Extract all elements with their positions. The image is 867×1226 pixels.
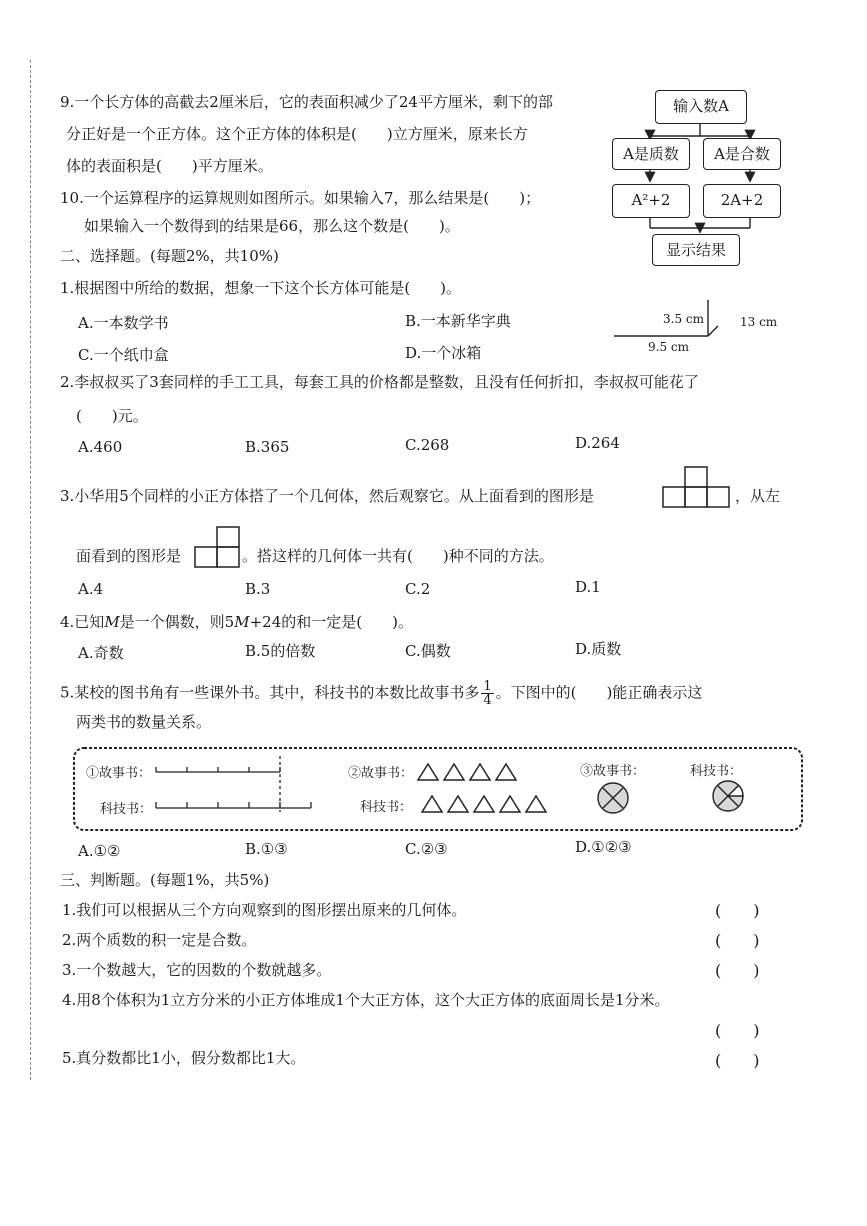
top-view-figure <box>662 464 736 508</box>
q9-line-2: 分正好是一个正方体。这个正方体的体积是( )立方厘米，原来长方 <box>66 125 528 143</box>
fraction-one-quarter <box>481 680 493 707</box>
s2-q4-stem-b: 是一个偶数，则5 <box>119 613 235 631</box>
flowchart-composite-box: A是合数 <box>703 138 781 170</box>
s2-q2-option-a: A.460 <box>78 438 123 456</box>
fraction-denominator: 4 <box>483 693 492 708</box>
s3-item-1: 1.我们可以根据从三个方向观察到的图形摆出原来的几何体。 <box>62 901 467 919</box>
s2-q4-stem-a: 4.已知 <box>60 613 105 631</box>
var-m-2: M <box>234 613 250 631</box>
dim-width-label: 3.5 cm <box>663 312 704 326</box>
d2-sci-label: 科技书： <box>360 800 413 815</box>
var-m-1: M <box>104 613 120 631</box>
binding-margin-line <box>30 60 32 1080</box>
s2-q4-option-d: D.质数 <box>575 640 622 658</box>
dim-height-label: 13 cm <box>740 315 778 329</box>
section-3-title: 三、判断题。(每题1%，共5%) <box>60 871 270 889</box>
left-view-figure <box>194 524 244 568</box>
s3-answer-1: ( ) <box>715 901 760 920</box>
dim-length-label: 9.5 cm <box>648 340 689 354</box>
d3-sci-label: 科技书： <box>690 764 743 779</box>
s2-q5-line-2: 两类书的数量关系。 <box>76 713 212 731</box>
s2-q3-option-b: B.3 <box>245 580 271 598</box>
flowchart-prime-box: A是质数 <box>612 138 690 170</box>
s2-q2-option-d: D.264 <box>575 434 620 452</box>
s3-answer-4: ( ) <box>715 1021 760 1040</box>
s2-q5-option-d: D.①②③ <box>575 838 632 856</box>
s2-q5-line-1 <box>60 680 702 707</box>
d1-story-label: ①故事书： <box>86 766 152 781</box>
s2-q2-option-c: C.268 <box>405 436 450 454</box>
s2-q1-option-b: B.一本新华字典 <box>405 312 511 330</box>
s2-q3-line-2-end: 。搭这样的几何体一共有( )种不同的方法。 <box>242 547 554 565</box>
fraction-numerator: 1 <box>483 679 492 694</box>
s2-q1-stem: 1.根据图中所给的数据，想象一下这个长方体可能是( )。 <box>60 279 462 297</box>
s2-q5-line-1b: 。下图中的( )能正确表示这 <box>495 683 703 702</box>
q5-diagram-frame <box>68 742 808 836</box>
q10-line-1: 10.一个运算程序的运算规则如图所示。如果输入7，那么结果是( )； <box>60 189 541 207</box>
q9-line-3: 体的表面积是( )平方厘米。 <box>66 157 273 175</box>
s2-q3-option-a: A.4 <box>78 580 104 598</box>
s2-q4-option-c: C.偶数 <box>405 642 451 660</box>
s2-q4-option-a: A.奇数 <box>78 644 124 662</box>
s3-answer-2: ( ) <box>715 931 760 950</box>
s2-q3-option-d: D.1 <box>575 578 601 596</box>
q10-line-2: 如果输入一个数得到的结果是66，那么这个数是( )。 <box>84 217 460 235</box>
s2-q3-line-1-end: ，从左 <box>735 487 781 505</box>
s3-item-3: 3.一个数越大，它的因数的个数就越多。 <box>62 961 332 979</box>
s3-item-5: 5.真分数都比1小，假分数都比1大。 <box>62 1049 306 1067</box>
s3-answer-5: ( ) <box>715 1051 760 1070</box>
s2-q4-option-b: B.5的倍数 <box>245 642 316 660</box>
s2-q1-option-d: D.一个冰箱 <box>405 344 482 362</box>
d3-story-label: ③故事书： <box>580 764 646 779</box>
s2-q2-line-1: 2.李叔叔买了3套同样的手工工具，每套工具的价格都是整数，且没有任何折扣，李叔叔可能花了 <box>60 373 699 391</box>
flowchart-prime-op-box: A²+2 <box>612 184 690 218</box>
s2-q2-option-b: B.365 <box>245 438 290 456</box>
s2-q1-option-a: A.一本数学书 <box>78 314 169 332</box>
flowchart-input-box: 输入数A <box>655 90 747 124</box>
s2-q3-line-2-start: 面看到的图形是 <box>76 547 182 565</box>
d2-story-label: ②故事书： <box>348 766 414 781</box>
flowchart-output-box: 显示结果 <box>652 234 740 266</box>
d1-sci-label: 科技书： <box>100 802 153 817</box>
s2-q3-line-1 <box>60 486 594 506</box>
s2-q4-stem-c: +24的和一定是( )。 <box>249 613 413 631</box>
s2-q5-option-c: C.②③ <box>405 840 448 858</box>
s3-item-4: 4.用8个体积为1立方分米的小正方体堆成1个大正方体，这个大正方体的底面周长是1分米。 <box>62 991 670 1009</box>
s3-answer-3: ( ) <box>715 961 760 980</box>
s2-q2-line-2: ( )元。 <box>76 407 148 425</box>
s2-q1-option-c: C.一个纸巾盒 <box>78 346 169 364</box>
s2-q5-line-1a: 5.某校的图书角有一些课外书。其中，科技书的本数比故事书多 <box>60 683 480 702</box>
s2-q4-stem <box>60 612 413 632</box>
s2-q3-option-c: C.2 <box>405 580 431 598</box>
s2-q3-line-1-text: 3.小华用5个同样的小正方体搭了一个几何体，然后观察它。从上面看到的图形是 <box>60 487 594 505</box>
s2-q5-option-a: A.①② <box>78 842 121 860</box>
section-2-title: 二、选择题。(每题2%，共10%) <box>60 247 279 265</box>
s2-q5-option-b: B.①③ <box>245 840 288 858</box>
q9-line-1: 9.一个长方体的高截去2厘米后，它的表面积减少了24平方厘米，剩下的部 <box>60 93 553 111</box>
flowchart-composite-op-box: 2A+2 <box>703 184 781 218</box>
s3-item-2: 2.两个质数的积一定是合数。 <box>62 931 257 949</box>
